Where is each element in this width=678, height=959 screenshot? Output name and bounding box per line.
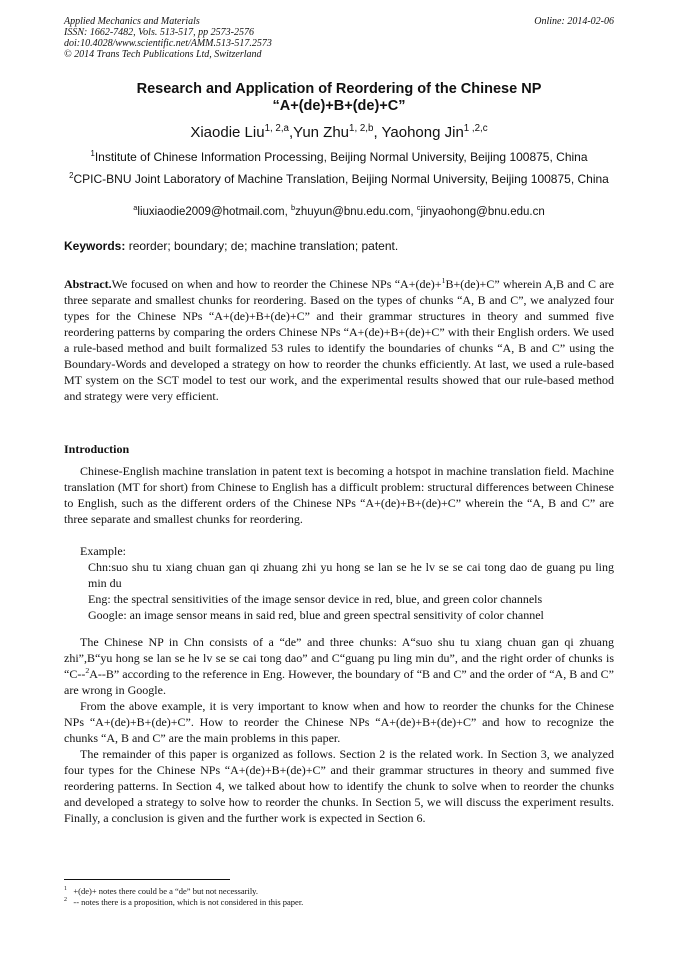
footnote-2-text: -- notes there is a proposition, which is not considered in this paper. — [73, 897, 304, 907]
intro-paragraph-4: The remainder of this paper is organized as follows. Section 2 is the related work. In Section 3, we analyzed four types for the Chinese NPs “A+(de)+B+(de)+C” and their grammar structures in theory and summed five reordering patterns. In Section 4, we talked about how to identify the chunk to solve when to reorder the chunks and developed a strategy to solve how to reorder the chunks. In Section 5, we will discuss the experiment results. Finally, a conclusion is given and the further work is expected in Section 6. — [64, 747, 614, 825]
section-heading-introduction: Introduction — [64, 442, 130, 456]
paper-title — [64, 81, 614, 115]
example-chn: Chn:suo shu tu xiang chuan gan qi zhuang zhi yu hong se lan se he lv se se cai tong dao de guang pu ling min du — [88, 560, 614, 590]
example-label: Example: — [80, 544, 126, 558]
footnote-1 — [64, 886, 614, 896]
footnote-2-mark: 2 — [64, 897, 67, 904]
author-emails — [64, 205, 614, 220]
keywords — [64, 239, 614, 254]
copyright-line: © 2014 Trans Tech Publications Ltd, Switzerland — [64, 49, 262, 60]
abstract-text-a: We focused on when and how to reorder the Chinese NPs “A+(de)+ — [111, 277, 442, 291]
example-block — [88, 559, 614, 623]
example-google: Google: an image sensor means in said red, blue and green spectral sensitivity of color channel — [88, 608, 544, 622]
author-list — [64, 124, 614, 142]
intro-paragraph-2 — [64, 634, 614, 698]
email-c-mark: c — [416, 203, 421, 213]
abstract-footnote-ref: 1 — [441, 276, 446, 285]
journal-name: Applied Mechanics and Materials — [64, 16, 200, 27]
online-date: Online: 2014-02-06 — [534, 16, 614, 27]
journal-header — [64, 16, 272, 60]
intro-paragraph-3: From the above example, it is very important to know when and how to reorder the chunks for the Chinese NPs “A+(de)+B+(de)+C”. How to reorder the Chinese NPs “A+(de)+B+(de)+C” and how to recognize the chunks “A, B and C” are the main problems in this paper. — [64, 699, 614, 745]
author-1: Xiaodie Liu — [190, 124, 265, 141]
affiliation-1 — [64, 150, 614, 165]
affiliation-1-text: Institute of Chinese Information Processing, Beijing Normal University, Beijing 100875, China — [94, 150, 588, 164]
abstract-text-b: B+(de)+C” wherein A,B and C are three separate and smallest chunks for reordering. Based on the types of chunks “A, B and C”, we analyzed four types for the Chinese NPs “A+(de)+B+(de)+C” and their grammar structures in theory and summed five reordering patterns by comparing the orders Chinese NPs “A+(de)+B+(de)+C” with their English orders. We used a rule-based method and built formalized 53 rules to identify the boundaries of chunks “A, B and C” using the Boundary-Words and developed a strategy on how to reorder the chunks efficiently. At last, we used a rule-based MT system on the SCT model to test our work, and the experimental results showed that our rule-based method and strategy were very efficient. — [64, 277, 614, 403]
footnote-1-mark: 1 — [64, 886, 67, 893]
email-a: liuxiaodie2009@hotmail.com, — [137, 206, 291, 218]
affiliation-2-text: CPIC-BNU Joint Laboratory of Machine Translation, Beijing Normal University, Beijing 100875, China — [73, 172, 609, 186]
email-b: zhuyun@bnu.edu.com, — [295, 206, 417, 218]
intro-paragraph-2-b: A--B” according to the reference in Eng. However, the boundary of “B and C” and the order of “A, B and C” are wrong in Google. — [64, 667, 614, 697]
author-3: , Yaohong Jin — [373, 124, 464, 141]
example-eng: Eng: the spectral sensitivities of the image sensor device in red, blue, and green color channels — [88, 592, 543, 606]
affiliation-1-mark: 1 — [90, 149, 95, 158]
doi-line: doi:10.4028/www.scientific.net/AMM.513-517.2573 — [64, 38, 272, 49]
email-b-mark: b — [291, 203, 296, 213]
abstract-label: Abstract. — [64, 277, 112, 291]
author-2-affil: 1, 2,b — [349, 123, 374, 134]
footnote-divider — [64, 879, 230, 880]
issn-line: ISSN: 1662-7482, Vols. 513-517, pp 2573-2576 — [64, 27, 254, 38]
author-2: ,Yun Zhu — [288, 124, 350, 141]
author-3-affil: 1 ,2,c — [463, 123, 488, 134]
keywords-label: Keywords: — [64, 239, 126, 253]
intro-paragraph-2-a: The Chinese NP in Chn consists of a “de” and three chunks: A“suo shu tu xiang chuan gan qi zhuang zhi”,B“yu hong se lan se he lv se se cai tong dao” and C“guang pu ling min du”, and the right order of chunks is “C-- — [64, 635, 614, 681]
email-c: jinyaohong@bnu.edu.cn — [420, 206, 545, 218]
affiliation-2-mark: 2 — [69, 171, 74, 180]
footnote-1-text: +(de)+ notes there could be a “de” but not necessarily. — [73, 886, 259, 896]
keywords-text: reorder; boundary; de; machine translation; patent. — [125, 239, 399, 253]
footnote-2 — [64, 897, 614, 907]
title-line-2: “A+(de)+B+(de)+C” — [272, 98, 406, 114]
affiliation-2 — [64, 172, 614, 187]
email-a-mark: a — [133, 203, 138, 213]
intro-paragraph-1: Chinese-English machine translation in patent text is becoming a hotspot in machine translation field. Machine translation (MT for short) from Chinese to English has a difficult problem: structural differences between Chinese to English, such as the different orders of the Chinese NPs “A+(de)+B+(de)+C” wherein the “A, B and C” are three separate and smallest chunks for reordering. — [64, 464, 614, 526]
title-line-1: Research and Application of Reordering of the Chinese NP — [136, 81, 542, 97]
author-1-affil: 1, 2,a — [264, 123, 289, 134]
intro-footnote-ref: 2 — [85, 666, 90, 675]
abstract — [64, 276, 614, 404]
